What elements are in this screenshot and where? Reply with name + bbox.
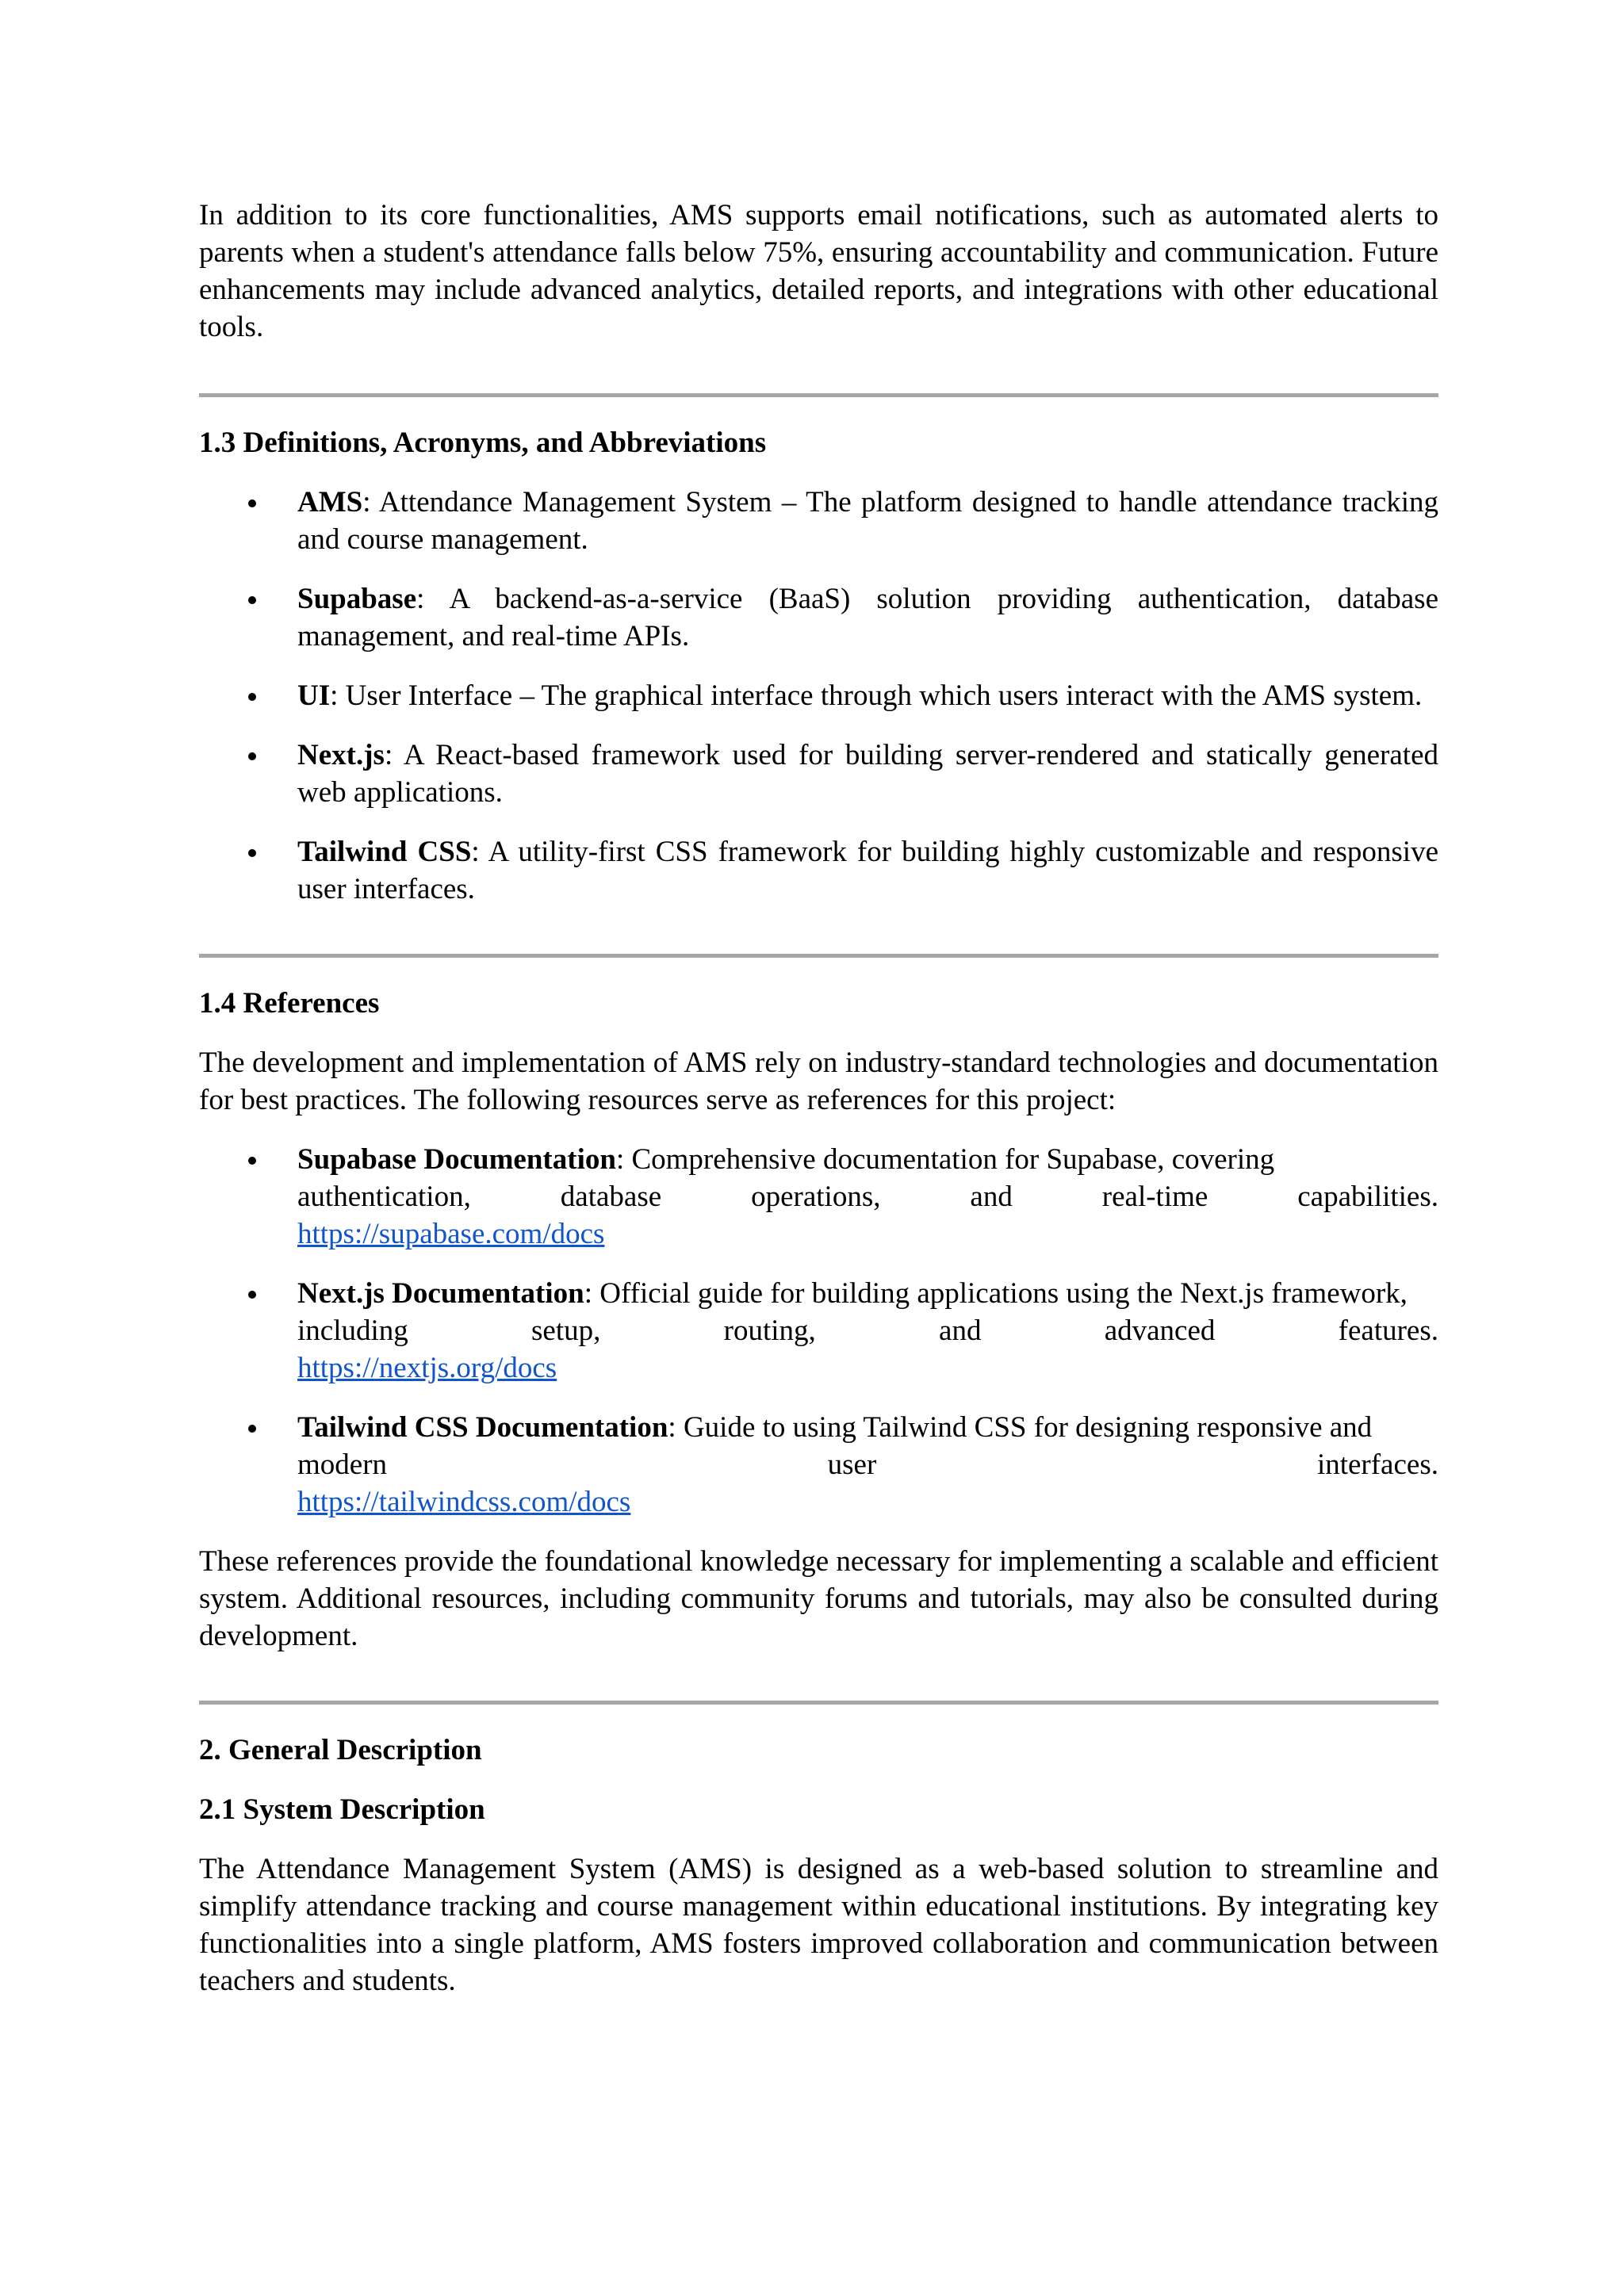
reference-text: : Official guide for building applications using the Next.js framework,	[584, 1277, 1408, 1310]
reference-text-line	[297, 1446, 1438, 1483]
word: user	[827, 1448, 877, 1481]
definition-term: Supabase	[297, 583, 417, 615]
bullet-icon	[248, 1425, 256, 1433]
section-heading-1-4: 1.4 References	[199, 987, 380, 1020]
bullet-icon	[248, 693, 256, 701]
definition-text: : A utility-first CSS framework for building highly customizable and responsive user interfaces.	[297, 836, 1439, 905]
bullet-icon	[248, 849, 256, 857]
reference-text-line	[297, 1178, 1438, 1215]
word: authentication,	[297, 1181, 471, 1213]
word: and	[939, 1314, 982, 1347]
word: advanced	[1104, 1314, 1216, 1347]
list-item	[199, 1141, 1438, 1253]
bullet-icon	[248, 499, 256, 507]
reference-term: Next.js Documentation	[297, 1277, 584, 1310]
reference-text-line	[297, 1312, 1438, 1349]
list-item	[199, 580, 1438, 655]
definitions-list	[199, 484, 1438, 908]
document-page	[199, 197, 1438, 1999]
bullet-icon	[248, 752, 256, 760]
definition-text: : User Interface – The graphical interface through which users interact with the AMS system.	[330, 679, 1423, 712]
word: database	[560, 1181, 662, 1213]
section-heading-2-1: 2.1 System Description	[199, 1793, 485, 1826]
definition-text: : A backend-as-a-service (BaaS) solution providing authentication, database management, and real-time APIs.	[297, 583, 1438, 652]
word: setup,	[531, 1314, 601, 1347]
bullet-icon	[248, 1157, 256, 1165]
bullet-icon	[248, 596, 256, 604]
reference-text: : Guide to using Tailwind CSS for designing responsive and	[668, 1411, 1373, 1444]
word: capabilities.	[1297, 1181, 1438, 1213]
word: including	[297, 1314, 408, 1347]
tailwind-docs-link[interactable]: https://tailwindcss.com/docs	[297, 1486, 631, 1518]
definition-text: : A React-based framework used for building server-rendered and statically generated web applications.	[297, 739, 1438, 809]
list-item	[199, 1409, 1438, 1521]
references-closing: These references provide the foundational knowledge necessary for implementing a scalable and efficient system. Additional resources, including community forums and tutorials, may also be consulted during development.	[199, 1545, 1438, 1652]
reference-text: : Comprehensive documentation for Supabase, covering	[615, 1143, 1275, 1176]
definition-term: AMS	[297, 486, 363, 519]
definition-term: UI	[297, 679, 331, 712]
nextjs-docs-link[interactable]: https://nextjs.org/docs	[297, 1352, 557, 1384]
references-list	[199, 1141, 1438, 1521]
definition-term: Next.js	[297, 739, 385, 771]
definition-term: Tailwind CSS	[297, 836, 472, 868]
reference-term: Tailwind CSS Documentation	[297, 1411, 668, 1444]
word: routing,	[723, 1314, 816, 1347]
definition-text: : Attendance Management System – The platform designed to handle attendance tracking and course management.	[297, 486, 1438, 556]
list-item	[199, 833, 1438, 908]
word: operations,	[751, 1181, 881, 1213]
word: real-time	[1101, 1181, 1208, 1213]
list-item	[199, 484, 1438, 558]
word: modern	[297, 1448, 388, 1481]
system-description-paragraph: The Attendance Management System (AMS) is designed as a web-based solution to streamline and simplify attendance tracking and course management within educational institutions. By integrating key functionalities into a single platform, AMS fosters improved collaboration and communication between teachers and students.	[199, 1853, 1438, 1997]
list-item	[199, 677, 1438, 714]
references-intro: The development and implementation of AMS rely on industry-standard technologies and documentation for best practices. The following resources serve as references for this project:	[199, 1047, 1438, 1116]
list-item	[199, 737, 1438, 811]
intro-paragraph: In addition to its core functionalities, AMS supports email notifications, such as automated alerts to parents when a student's attendance falls below 75%, ensuring accountability and communication. Future enhancements may include advanced analytics, detailed reports, and integrations with other educational tools.	[199, 199, 1438, 343]
section-heading-1-3: 1.3 Definitions, Acronyms, and Abbreviations	[199, 427, 767, 459]
word: interfaces.	[1316, 1448, 1438, 1481]
list-item	[199, 1275, 1438, 1387]
bullet-icon	[248, 1291, 256, 1299]
reference-term: Supabase Documentation	[297, 1143, 616, 1176]
supabase-docs-link[interactable]: https://supabase.com/docs	[297, 1218, 605, 1250]
word: features.	[1338, 1314, 1438, 1347]
section-heading-2: 2. General Description	[199, 1734, 482, 1766]
word: and	[970, 1181, 1013, 1213]
